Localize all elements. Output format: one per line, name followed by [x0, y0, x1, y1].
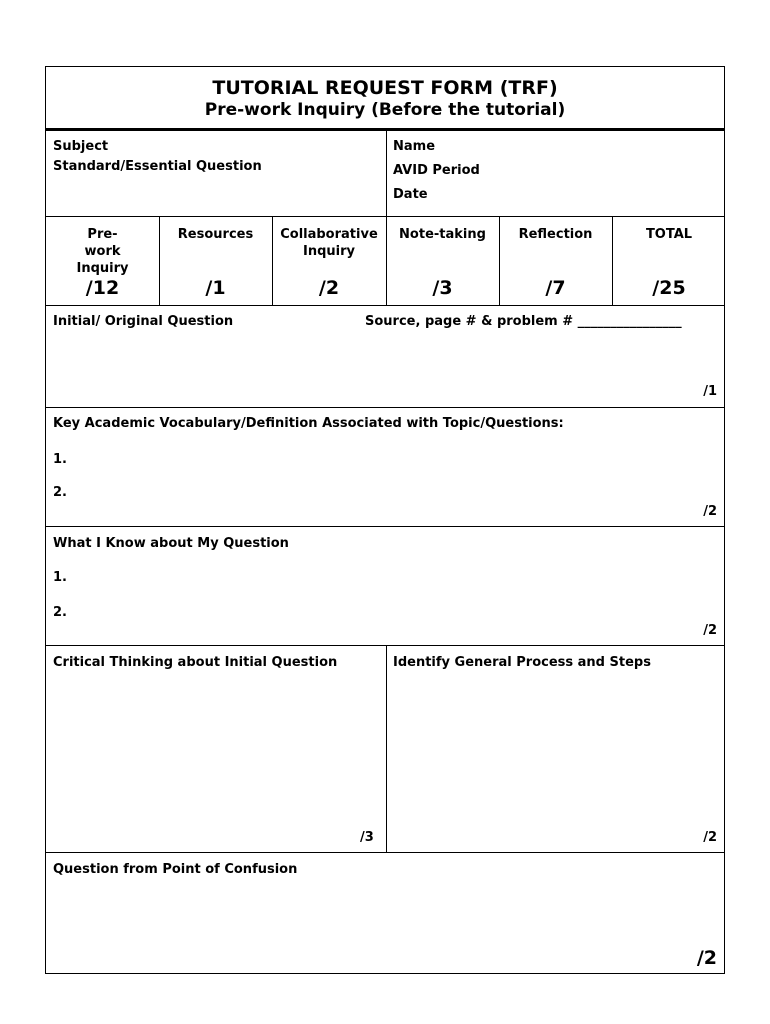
avid-period-label: AVID Period — [393, 163, 480, 178]
score-points: /7 — [545, 277, 566, 299]
score-points: /25 — [652, 277, 686, 299]
score-cell-resources — [159, 217, 272, 305]
info-section — [46, 131, 724, 216]
date-label: Date — [393, 187, 428, 202]
form-subtitle: Pre-work Inquiry (Before the tutorial) — [204, 100, 566, 120]
general-process-points: /2 — [703, 830, 717, 845]
form-header — [46, 67, 724, 129]
score-cell-reflection — [499, 217, 612, 305]
critical-thinking-label: Critical Thinking about Initial Question — [53, 655, 338, 670]
subject-label: Subject — [53, 139, 109, 154]
initial-question-label: Initial/ Original Question — [53, 314, 234, 329]
score-label: TOTAL — [645, 227, 693, 242]
score-label: Collaborative Inquiry — [280, 227, 378, 259]
vocabulary-section — [46, 408, 724, 526]
tutorial-request-form — [45, 66, 725, 974]
critical-process-divider — [386, 646, 387, 852]
score-points: /12 — [85, 277, 120, 299]
initial-question-section — [46, 306, 724, 407]
vocabulary-item-2: 2. — [53, 485, 67, 500]
critical-thinking-points: /3 — [360, 830, 374, 845]
score-label: Pre-work Inquiry — [76, 227, 129, 276]
confusion-section — [46, 853, 724, 973]
score-points: /1 — [205, 277, 226, 299]
what-i-know-item-2: 2. — [53, 605, 67, 620]
score-points: /3 — [432, 277, 453, 299]
score-cell-notetaking — [386, 217, 499, 305]
initial-question-points: /1 — [703, 384, 717, 399]
what-i-know-points: /2 — [703, 623, 717, 638]
vocabulary-label: Key Academic Vocabulary/Definition Associated with Topic/Questions: — [53, 416, 564, 431]
score-label: Reflection — [518, 227, 593, 242]
name-label: Name — [393, 139, 436, 154]
essential-question-label: Standard/Essential Question — [53, 159, 262, 174]
score-label: Note-taking — [399, 227, 486, 242]
confusion-label: Question from Point of Confusion — [53, 862, 298, 877]
vocabulary-points: /2 — [703, 504, 717, 519]
confusion-points: /2 — [696, 947, 717, 969]
score-points: /2 — [318, 277, 340, 299]
critical-process-section — [46, 646, 724, 852]
what-i-know-label: What I Know about My Question — [53, 536, 289, 551]
score-cell-prework — [46, 217, 159, 305]
vocabulary-item-1: 1. — [53, 452, 67, 467]
general-process-label: Identify General Process and Steps — [393, 655, 651, 670]
source-field: Source, page # & problem # ________________ — [365, 314, 682, 329]
form-title: TUTORIAL REQUEST FORM (TRF) — [212, 77, 558, 99]
what-i-know-item-1: 1. — [53, 570, 67, 585]
score-grid — [46, 217, 724, 305]
what-i-know-section — [46, 527, 724, 645]
info-divider — [386, 131, 387, 216]
score-cell-collaborative — [272, 217, 386, 305]
score-cell-total — [612, 217, 726, 305]
score-label: Resources — [177, 227, 254, 242]
